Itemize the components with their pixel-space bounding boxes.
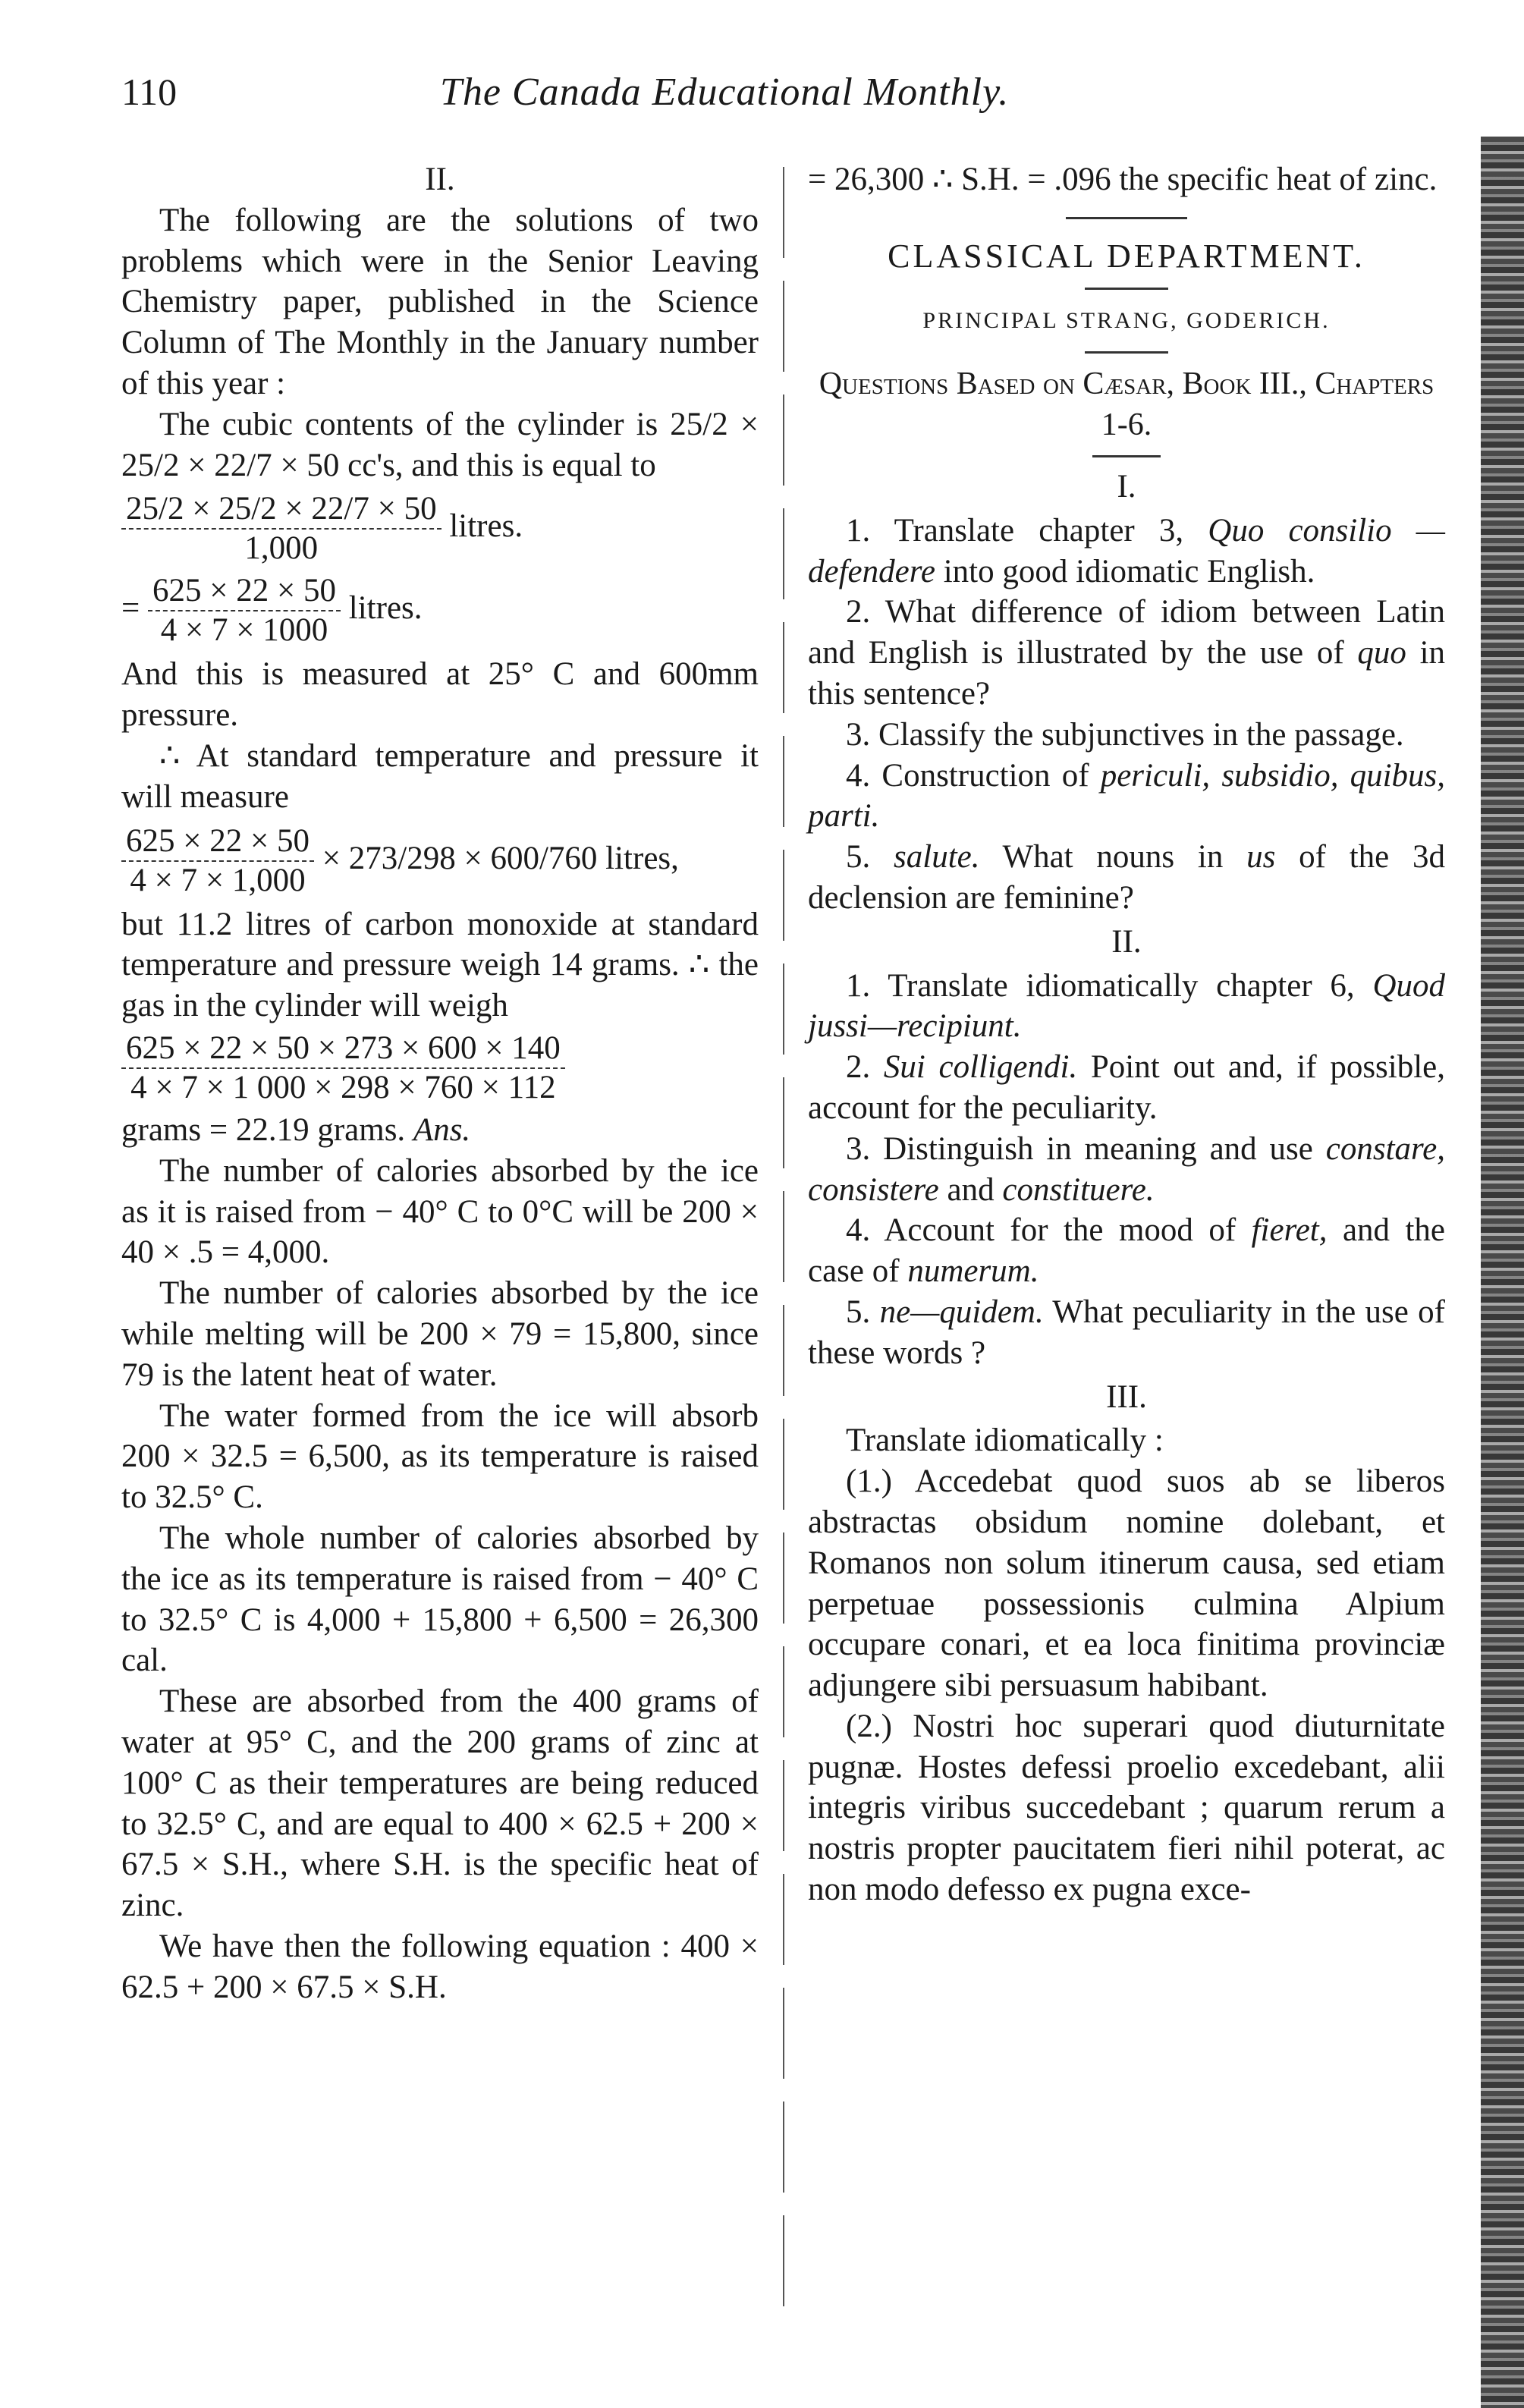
- equation-4-fraction: [121, 1030, 565, 1107]
- question-text: 5.: [846, 839, 871, 875]
- equation-1-numerator: 25/2 × 25/2 × 22/7 × 50: [121, 490, 441, 530]
- translation-passage-2: (2.) Nostri hoc superari quod diuturnitate pugnæ. Hostes defessi proelio excedebant, alii integris viribus succedebant ; quarum rerum a nostris propter paucitatem fieri nihil poterat, ac non modo defesso ex pugna exce-: [808, 1708, 1445, 1908]
- latin-phrase: constituere.: [1002, 1171, 1155, 1208]
- question-2-3: [808, 1129, 1445, 1211]
- column-divider: [783, 167, 784, 2322]
- equation-1-fraction: [121, 490, 441, 567]
- page-header: [121, 70, 1456, 130]
- question-text: 5.: [846, 1294, 871, 1330]
- equation-2-fraction: [148, 572, 341, 649]
- equation-2-unit: litres.: [348, 590, 423, 627]
- questions-heading: Questions Based on Cæsar, Book III., Chapters 1-6.: [819, 366, 1434, 443]
- equation-3-fraction: [121, 822, 314, 900]
- equation-4-numerator: 625 × 22 × 50 × 273 × 600 × 140: [121, 1030, 565, 1069]
- question-1-4: [808, 756, 1445, 838]
- equation-4-denominator: 4 × 7 × 1 000 × 298 × 760 × 112: [130, 1069, 556, 1105]
- section-heading-ii: II.: [425, 162, 455, 197]
- divider-rule: [1092, 455, 1161, 457]
- paragraph-equation-intro: We have then the following equation : 400 × 62.5 + 200 × 67.5 × S.H.: [121, 1928, 759, 2005]
- equation-1-unit: litres.: [449, 508, 523, 545]
- equation-2-denominator: 4 × 7 × 1000: [160, 612, 328, 649]
- question-2-2: [808, 1047, 1445, 1129]
- equation-3-denominator: 4 × 7 × 1,000: [130, 862, 306, 898]
- question-text: and the case of: [808, 1212, 1445, 1290]
- latin-phrase: constare, consistere: [808, 1130, 1446, 1208]
- equation-3-rest: × 273/298 × 600/760 litres,: [322, 840, 679, 876]
- page-edge-shadow: [1481, 137, 1524, 2408]
- section-heading-ii-right: II.: [1111, 923, 1142, 960]
- paragraph-calories-melting: The number of calories absorbed by the ice while melting will be 200 × 79 = 15,800, since 79 is the latent heat of water.: [121, 1275, 759, 1393]
- running-title: The Canada Educational Monthly.: [440, 71, 1010, 114]
- question-2-5: [808, 1292, 1445, 1374]
- paragraph-cubic-contents: The cubic contents of the cylinder is 25/2 × 25/2 × 22/7 × 50 cc's, and this is equal to: [121, 406, 759, 483]
- divider-rule: [1085, 288, 1168, 290]
- question-text: of the 3d declension are feminine?: [808, 839, 1446, 916]
- question-2-4: [808, 1210, 1445, 1292]
- latin-phrase: salute.: [894, 839, 980, 875]
- latin-phrase: quo: [1357, 635, 1406, 671]
- paragraph-calories-raised: The number of calories absorbed by the ice as it is raised from − 40° C to 0°C will be 200 × 40 × .5 = 4,000.: [121, 1152, 759, 1271]
- equation-1: [121, 490, 759, 567]
- paragraph-carbon-monoxide: but 11.2 litres of carbon monoxide at standard temperature and pressure weigh 14 grams. ∴ the gas in the cylinder will weigh: [121, 906, 759, 1024]
- question-1-5: [808, 837, 1445, 919]
- question-text: Point out and, if possible, account for the peculiarity.: [808, 1049, 1446, 1126]
- translate-intro: Translate idiomatically :: [846, 1422, 1164, 1459]
- question-text: What nouns in: [1002, 839, 1224, 875]
- latin-phrase: Sui colligendi.: [883, 1049, 1078, 1086]
- question-text: 3. Distinguish in meaning and use: [846, 1130, 1313, 1167]
- divider-rule: [1085, 351, 1168, 354]
- department-heading: CLASSICAL DEPARTMENT.: [888, 237, 1365, 275]
- latin-phrase: Quo consilio —defendere: [808, 512, 1445, 589]
- continued-equation: = 26,300 ∴ S.H. = .096 the specific heat of zinc.: [808, 162, 1438, 197]
- paragraph-whole-calories: The whole number of calories absorbed by the ice as its temperature is raised from − 40° C to 32.5° C is 4,000 + 15,800 + 6,500 = 26,300 cal.: [121, 1520, 759, 1679]
- equation-4: [121, 1030, 759, 1107]
- question-1-3: 3. Classify the subjunctives in the passage.: [846, 716, 1404, 753]
- question-text: 4. Account for the mood of: [846, 1212, 1236, 1249]
- question-text: What peculiarity in the use of these words ?: [808, 1294, 1445, 1371]
- question-text: 1. Translate chapter 3,: [846, 512, 1184, 549]
- question-text: and: [947, 1171, 995, 1208]
- equation-1-denominator: 1,000: [244, 530, 319, 567]
- question-text: 2. What difference of idiom between Latin and English is illustrated by the use of: [808, 594, 1445, 671]
- question-1-1: [808, 511, 1445, 593]
- question-text: in this sentence?: [808, 635, 1446, 712]
- question-text: 2.: [846, 1049, 871, 1086]
- result-text: grams = 22.19 grams.: [121, 1111, 406, 1148]
- equation-2: [121, 572, 759, 649]
- latin-phrase: fieret,: [1251, 1212, 1328, 1249]
- latin-phrase: periculi, subsidio, quibus, parti.: [808, 757, 1446, 835]
- paragraph-measured: And this is measured at 25° C and 600mm pressure.: [121, 656, 759, 734]
- paragraph-absorbed-from: These are absorbed from the 400 grams of water at 95° C, and the 200 grams of zinc at 100° C as their temperatures are being reduced to 32.5° C, and are equal to 400 × 62.5 + 200 × 67.5 × S.H., where S.H. is the specific heat of zinc.: [121, 1683, 759, 1924]
- translation-passage-1: (1.) Accedebat quod suos ab se liberos abstractas obsidum nomine dolebant, et Romanos non solum itinerum causa, sed etiam perpetuae possessionis culmina Alpium occupare conari, et ea loca finitima provinciæ adjungere sibi persuasum habibant.: [808, 1463, 1445, 1704]
- equation-2-prefix: =: [121, 590, 140, 627]
- left-column: [121, 159, 759, 2007]
- question-text: 4. Construction of: [846, 757, 1089, 794]
- equation-2-numerator: 625 × 22 × 50: [148, 572, 341, 611]
- page-number: 110: [121, 71, 178, 113]
- latin-phrase: ne—quidem.: [879, 1294, 1044, 1330]
- paragraph-intro: The following are the solutions of two problems which were in the Senior Leaving Chemistry paper, published in the Science Column of The Monthly in the January number of this year :: [121, 202, 759, 401]
- equation-3: [121, 822, 759, 900]
- latin-phrase: Quod jussi—recipiunt.: [808, 967, 1446, 1045]
- latin-phrase: numerum.: [907, 1253, 1039, 1290]
- section-heading-i: I.: [1117, 468, 1136, 505]
- equation-3-numerator: 625 × 22 × 50: [121, 822, 314, 862]
- question-text: into good idiomatic English.: [943, 553, 1315, 589]
- byline: PRINCIPAL STRANG, GODERICH.: [922, 307, 1331, 333]
- question-1-2: [808, 592, 1445, 714]
- section-heading-iii: III.: [1106, 1378, 1147, 1415]
- paragraph-standard-temperature: ∴ At standard temperature and pressure it will measure: [121, 737, 759, 815]
- latin-phrase: us: [1246, 839, 1276, 875]
- question-2-1: [808, 966, 1445, 1048]
- question-text: 1. Translate idiomatically chapter 6,: [846, 967, 1355, 1004]
- result-answer: Ans.: [413, 1111, 471, 1148]
- paragraph-water-formed: The water formed from the ice will absorb 200 × 32.5 = 6,500, as its temperature is raised to 32.5° C.: [121, 1397, 759, 1516]
- paragraph-result: [121, 1110, 759, 1151]
- divider-rule: [1066, 217, 1187, 219]
- right-column: [808, 159, 1445, 1910]
